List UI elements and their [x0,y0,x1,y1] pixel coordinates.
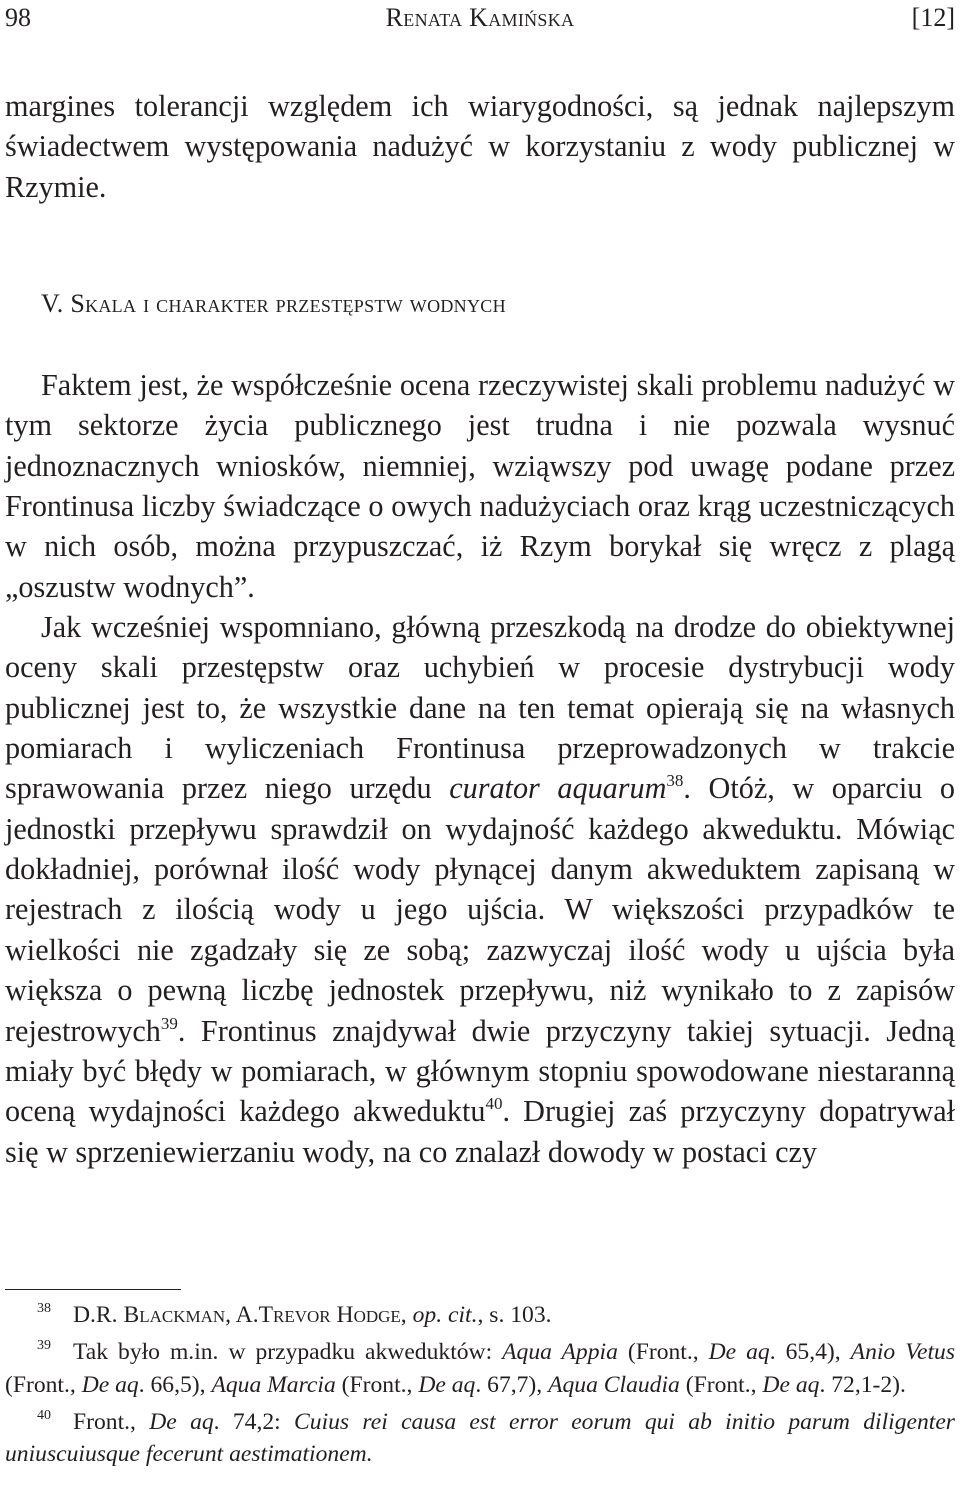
footnote-40: 40 Front., De aq. 74,2: Cuius rei causa est error eorum qui ab initio parum diligenter uniuscuiusque fecerunt aestimationem. [5,1407,955,1468]
document-page [5,0,955,1511]
fn39-text: (Front., [5,1371,82,1398]
body-text [5,365,955,1172]
p2-text-c: . Frontinus znajdywał dwie przyczyny takiej sytuacji. Jedną miały być błędy w pomiarach, w głównym stopniu spowodowane niestaranną oceną wydajności każdego akweduktu [5,1013,955,1129]
citation-abbrev: op. cit. [412,1302,478,1328]
fn40-text: Front., [73,1408,150,1435]
fn40-text: . 74,2: [213,1408,295,1435]
running-author: Renata Kamińska [385,3,575,32]
aqueduct-name: Anio Vetus [850,1339,956,1366]
fn39-text: (Front., [679,1371,763,1398]
footnotes [5,1299,955,1470]
author-name: Trevor Hodge [258,1302,401,1328]
intro-paragraph [5,86,955,207]
aqueduct-name: Aqua Marcia [211,1371,336,1398]
p2-text-d: . Drugiej zaś przyczyny dopatrywał się w sprzeniewierzaniu wody, na co znalazł dowody w postaci czy [5,1094,955,1169]
fn39-text: (Front., [335,1371,419,1398]
body-paragraph-1: Faktem jest, że współcześnie ocena rzeczywistej skali problemu nadużyć w tym sektorze życia publicznego jest trudna i nie pozwala wysnuć jednoznacznych wniosków, niemniej, wziąwszy pod uwagę podane przez Frontinusa liczby świadczące o owych nadużyciach oraz krąg uczestniczących w nich osób, można przypuszczać, iż Rzym borykał się wręcz z plagą „oszustw wodnych”. [5,368,955,604]
work-title: De aq [708,1339,770,1366]
fn39-text: . 72,1-2). [819,1371,906,1398]
work-title: De aq [418,1371,476,1398]
p2-text-a: Jak wcześniej wspomniano, główną przeszkodą na drodze do obiektywnej oceny skali przestępstw oraz uchybień w procesie dystrybucji wody publicznej jest to, że wszystkie dane na ten temat opierają się na własnych pomiarach i wyliczeniach Frontinusa przeprowadzonych w trakcie sprawowania przez niego urzędu [5,610,955,806]
footnote-38: 38 D.R. Blackman, A.Trevor Hodge, op. cit., s. 103. [37,1301,552,1328]
fn39-text: . 66,5), [138,1371,212,1398]
author-name: Blackman [123,1302,226,1328]
fn38-text: , [400,1302,413,1328]
fn39-text: . 65,4), [769,1339,851,1366]
aqueduct-name: Aqua Appia [502,1339,618,1366]
work-title: De aq [149,1408,214,1435]
fn39-text: (Front., [617,1339,709,1366]
fn39-text: Tak było m.in. w przypadku akweduktów: [73,1339,503,1366]
section-heading: V. Skala i charakter przestępstw wodnych [41,289,506,318]
fn38-text: D.R. [73,1302,124,1328]
intro-paragraph-text: margines tolerancji względem ich wiarygodności, są jednak najlepszym świadectwem występowania nadużyć w korzystaniu z wody publicznej w Rzymie. [5,89,955,204]
work-title: De aq [81,1371,139,1398]
page-number: 98 [5,3,31,32]
aqueduct-name: Aqua Claudia [548,1371,680,1398]
footnote-separator [5,1289,181,1290]
footnote-39: 39 Tak było m.in. w przypadku akweduktów: Aqua Appia (Front., De aq. 65,4), Anio Vetus (Front., De aq. 66,5), Aqua Marcia (Front., De aq. 67,7), Aqua Claudia (Front., De aq. 72,1-2). [5,1338,956,1398]
p2-text-b: . Otóż, w oparciu o jednostki przepływu sprawdził on wydajność każdego akweduktu. Mówiąc dokładniej, porównał ilość wody płynącej danym akweduktem zapisaną w rejestrach z ilością wody u jego ujścia. W większości przypadków te wielkości nie zgadzały się ze sobą; zazwyczaj ilość wody u ujścia była większa o pewną liczbę jednostek przepływu, niż wynikało to z zapisów rejestrowych [5,771,955,1048]
fn38-text: , s. 103. [477,1302,552,1328]
fn39-text: . 67,7), [475,1371,549,1398]
latin-quote: Cuius rei causa est error eorum qui ab initio parum diligenter uniuscuiusque fecerunt aestimationem. [5,1408,955,1468]
body-paragraph-2 [5,607,955,1172]
footnote-ref-39[interactable]: 39 [160,1013,178,1033]
fn38-text: , A. [225,1302,259,1328]
section-number: [12] [911,3,955,32]
running-header [5,0,955,36]
latin-term: curator aquarum [449,771,667,806]
footnote-ref-38[interactable]: 38 [666,771,684,791]
footnote-ref-40[interactable]: 40 [485,1094,503,1114]
work-title: De aq [762,1371,820,1398]
